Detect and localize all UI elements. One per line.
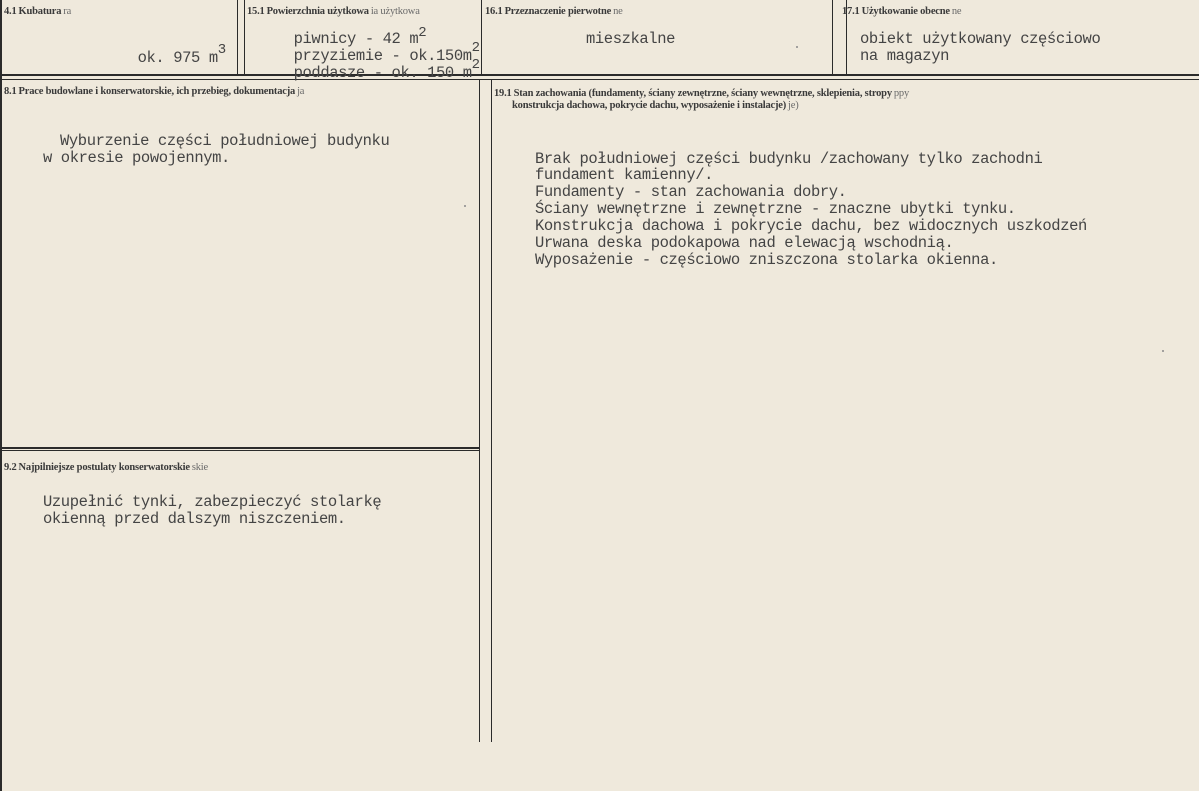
divider-main	[479, 80, 480, 742]
stan-line-5: Konstrukcja dachowa i pokrycie dachu, bez widocznych uszkodzeń	[535, 217, 1087, 235]
divider-v3	[832, 0, 833, 74]
field-number: 4.1	[4, 6, 17, 17]
field-title: Stan zachowania (fundamenty, ściany zewnętrzne, ściany wewnętrzne, sklepienia, stropy	[513, 88, 892, 99]
powierzchnia-text-3: poddasze - ok. 150 m	[293, 63, 472, 82]
field-ghost: ne	[951, 6, 962, 17]
paper-speck	[1162, 350, 1164, 352]
kubatura-text: ok. 975 m	[137, 48, 218, 67]
prace-line-1: Wyburzenie części południowej budynku	[60, 132, 390, 150]
field-prace-label	[4, 86, 304, 97]
stan-line-2: fundament kamienny/.	[535, 166, 714, 184]
powierzchnia-sup-2: 2	[471, 39, 480, 56]
postulaty-line-1: Uzupełnić tynki, zabezpieczyć stolarkę	[43, 493, 382, 511]
field-ghost: ja	[297, 86, 305, 97]
field-kubatura-label	[4, 6, 71, 17]
field-ghost: ppy	[893, 88, 910, 99]
stan-line-3: Fundamenty - stan zachowania dobry.	[535, 183, 847, 201]
kubatura-sup: 3	[217, 41, 226, 58]
field-postulaty-label	[4, 462, 208, 473]
divider-v1	[237, 0, 238, 74]
field-number: 17.1	[842, 6, 860, 17]
field-ghost-2: je)	[788, 100, 799, 111]
powierzchnia-text-1: piwnicy - 42 m	[293, 29, 419, 48]
uzytkowanie-line-1: obiekt użytkowany częściowo	[860, 30, 1101, 48]
field-number: 19.1	[494, 88, 512, 99]
field-number: 8.1	[4, 86, 17, 97]
divider-v1b	[244, 0, 245, 74]
field-title: Najpilniejsze postulaty konserwatorskie	[18, 462, 190, 473]
divider-v2	[481, 0, 482, 74]
field-number: 15.1	[247, 6, 265, 17]
left-section-rule-2	[0, 450, 480, 451]
przeznaczenie-value: mieszkalne	[586, 30, 676, 48]
prace-line-2: w okresie powojennym.	[43, 149, 230, 167]
stan-line-7: Wyposażenie - częściowo zniszczona stolarka okienna.	[535, 251, 998, 269]
stan-line-6: Urwana deska podokapowa nad elewacją wschodnią.	[535, 234, 954, 252]
uzytkowanie-line-2: na magazyn	[860, 47, 950, 65]
postulaty-line-2: okienną przed dalszym niszczeniem.	[43, 510, 346, 528]
field-ghost: ra	[63, 6, 72, 17]
field-title: Kubatura	[18, 6, 62, 17]
field-przeznaczenie-label	[485, 6, 623, 17]
field-title: Użytkowanie obecne	[861, 6, 950, 17]
field-number: 16.1	[485, 6, 503, 17]
field-title-2: konstrukcja dachowa, pokrycie dachu, wyposażenie i instalacje)	[512, 100, 787, 111]
stan-line-1: Brak południowej części budynku /zachowany tylko zachodni	[535, 150, 1043, 168]
paper-speck	[796, 46, 798, 48]
field-stan-label-2	[512, 100, 799, 111]
powierzchnia-sup-1: 2	[418, 24, 427, 41]
field-ghost: ia użytkowa	[370, 6, 420, 17]
field-number: 9.2	[4, 462, 17, 473]
field-stan-label	[494, 88, 909, 99]
field-title: Powierzchnia użytkowa	[266, 6, 369, 17]
field-title: Prace budowlane i konserwatorskie, ich przebieg, dokumentacja	[18, 86, 296, 97]
field-title: Przeznaczenie pierwotne	[504, 6, 612, 17]
powierzchnia-sup-3: 2	[471, 56, 480, 73]
kubatura-value	[102, 33, 226, 84]
field-ghost: ne	[613, 6, 623, 17]
field-ghost: skie	[191, 462, 208, 473]
divider-main-b	[491, 80, 492, 742]
powierzchnia-text-2: przyziemie - ok.150m	[293, 46, 472, 65]
left-section-rule	[0, 447, 480, 449]
stan-line-4: Ściany wewnętrzne i zewnętrzne - znaczne ubytki tynku.	[535, 200, 1016, 218]
left-edge	[0, 0, 2, 791]
field-uzytkowanie-label	[842, 6, 961, 17]
paper-speck	[464, 205, 466, 207]
